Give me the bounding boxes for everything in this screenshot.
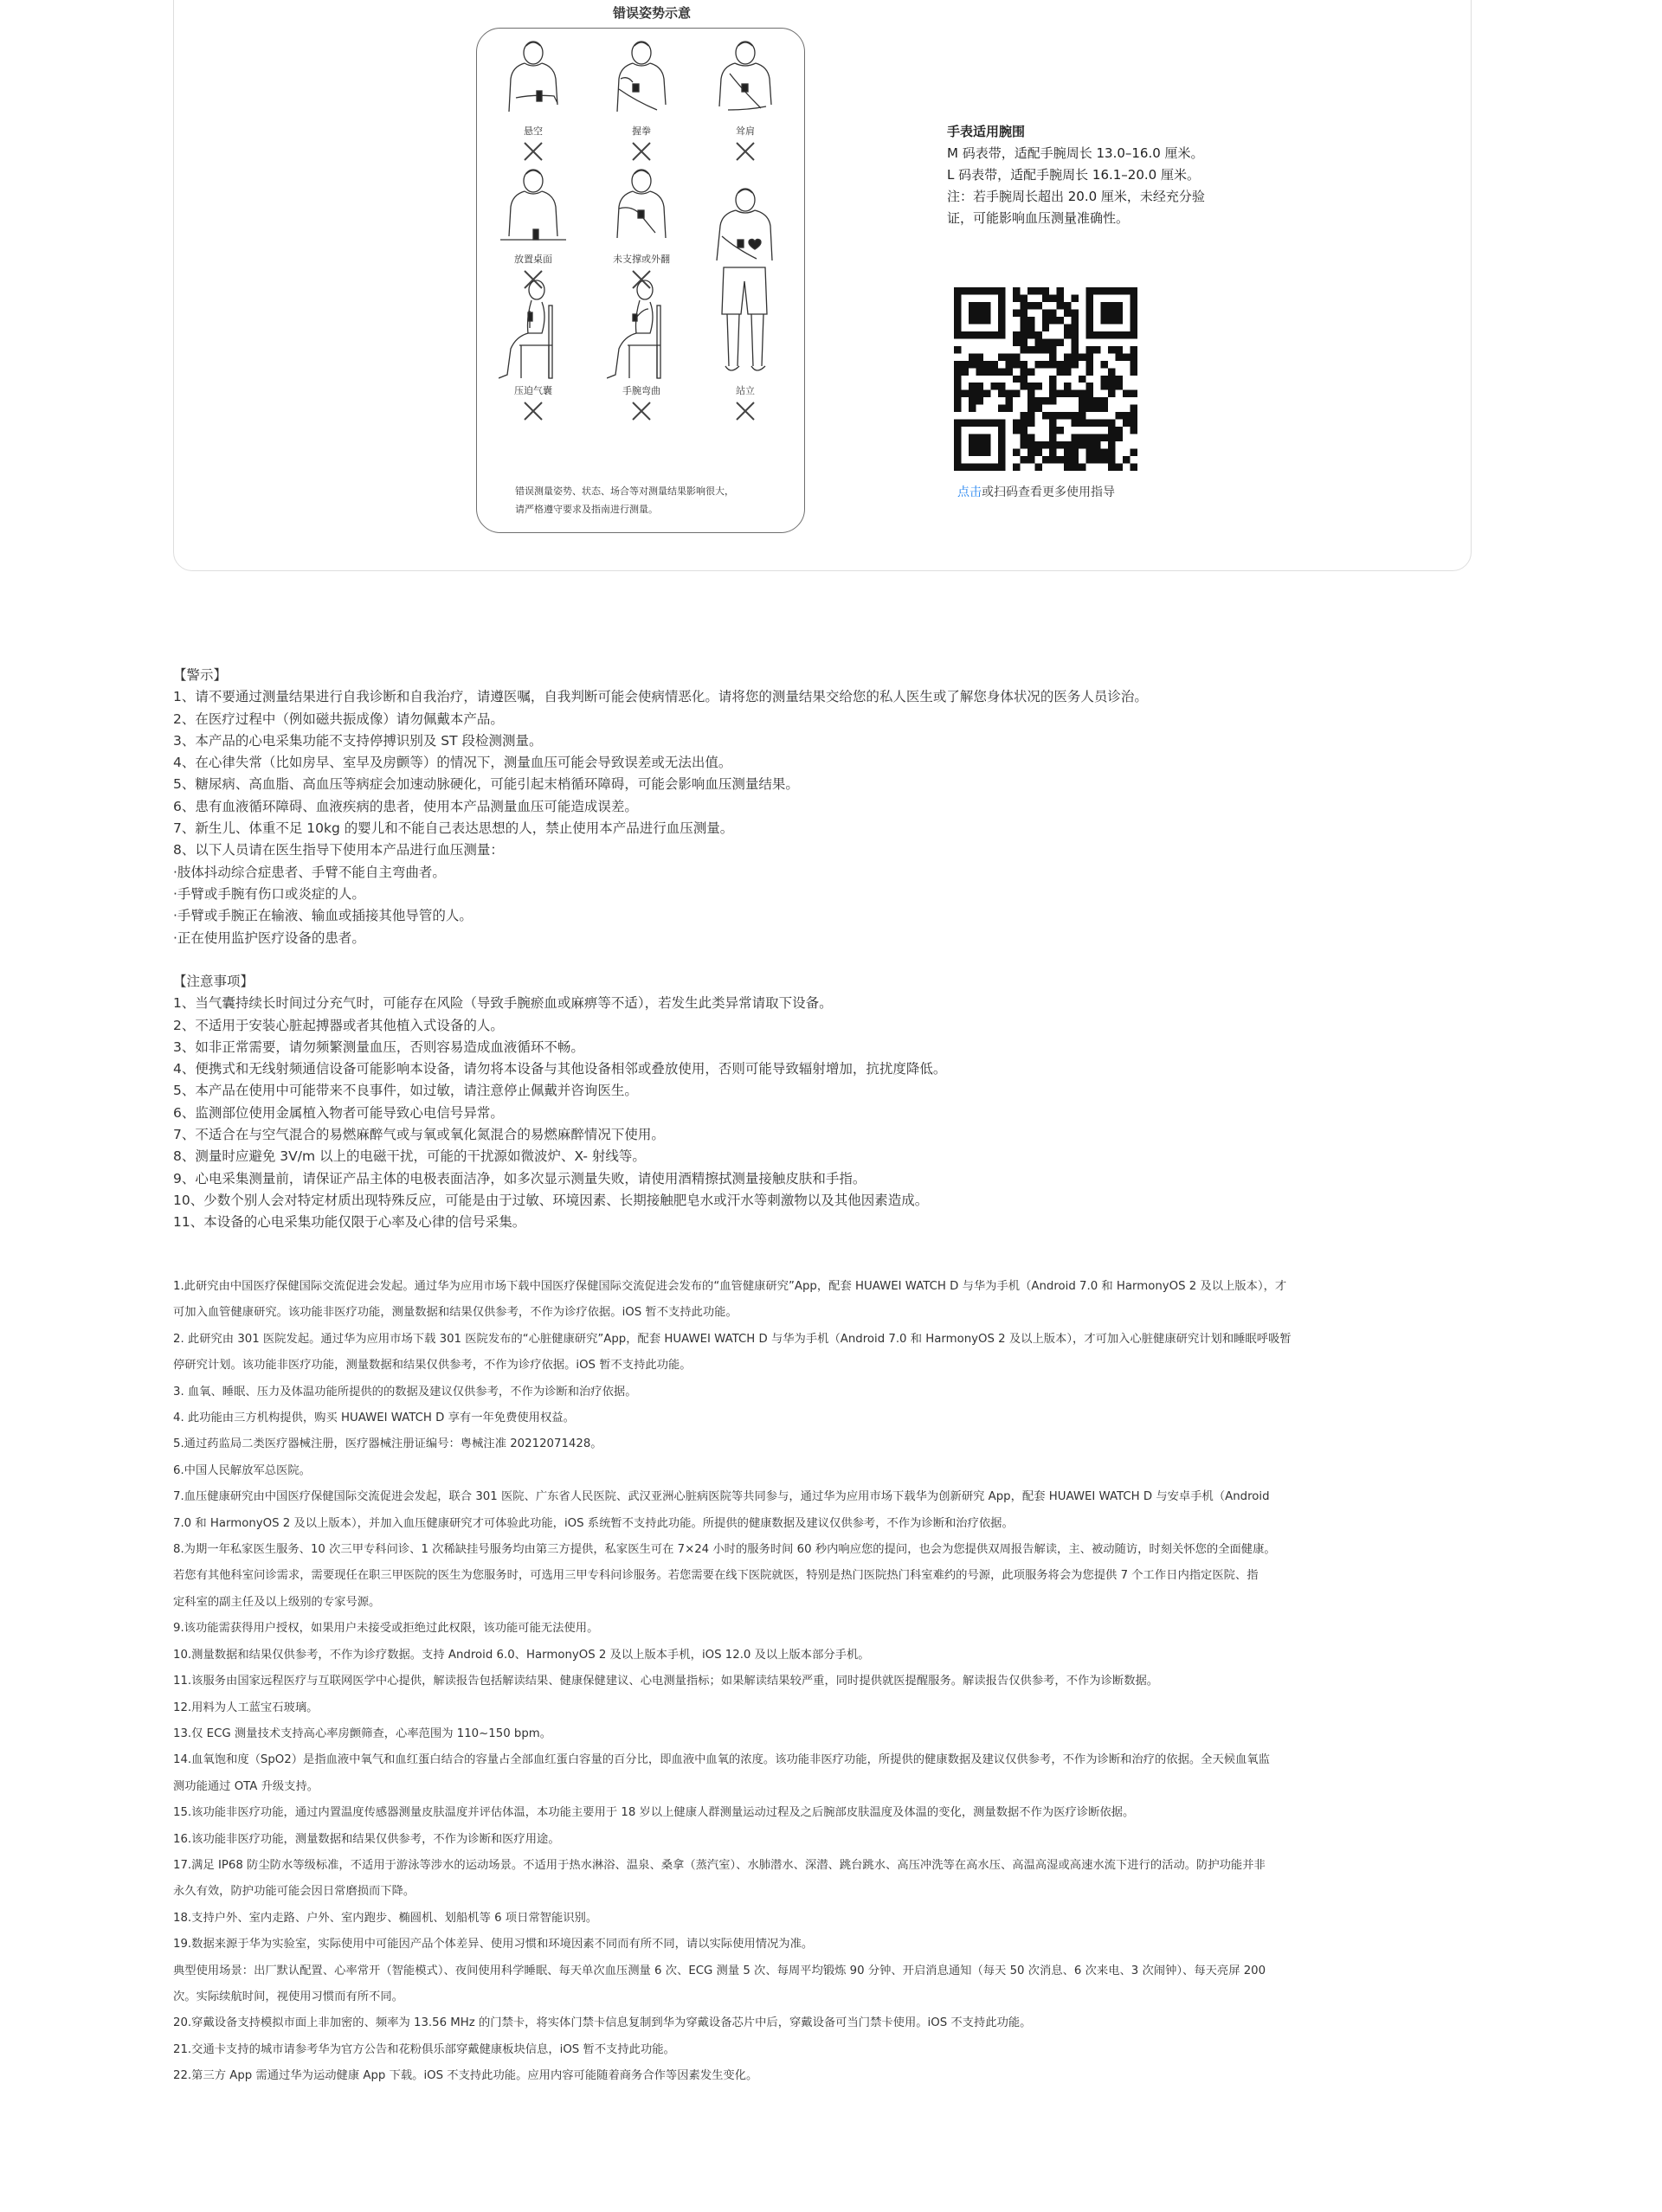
standing-person-icon xyxy=(607,37,676,124)
warning-item: ·手臂或手腕有伤口或炎症的人。 xyxy=(173,885,365,902)
precaution-item: 8、测量时应避免 3V/m 以上的电磁干扰，可能的干扰源如微波炉、X- 射线等。 xyxy=(173,1148,646,1165)
precaution-item: 3、如非正常需要，请勿频繁测量血压，否则容易造成血液循环不畅。 xyxy=(173,1038,584,1055)
posture-label: 耸肩 xyxy=(736,125,755,137)
warning-item: 3、本产品的心电采集功能不支持停搏识别及 ST 段检测测量。 xyxy=(173,732,543,749)
footnote-line: 7.血压健康研究由中国医疗保健国际交流促进会发起，联合 301 医院、广东省人民医院、武汉亚洲心脏病医院等共同参与，通过华为应用市场下载华为创新研究 App，配套 HUAWEI WATCH D 与安卓手机（Android xyxy=(173,1490,1270,1504)
footnote-line: 测功能通过 OTA 升级支持。 xyxy=(173,1779,319,1793)
standing-person-icon xyxy=(499,37,568,124)
warning-item: 7、新生儿、体重不足 10kg 的婴儿和不能自己表达思想的人，禁止使用本产品进行血压测量。 xyxy=(173,820,734,837)
precaution-item: 7、不适合在与空气混合的易燃麻醉气或与氧或氧化氮混合的易燃麻醉情况下使用。 xyxy=(173,1127,665,1143)
footnote-line: 20.穿戴设备支持模拟市面上非加密的、频率为 13.56 MHz 的门禁卡，将实体门禁卡信息复制到华为穿戴设备芯片中后，穿戴设备可当门禁卡使用。iOS 不支持此功能。 xyxy=(173,2016,1032,2030)
warning-item: 1、请不要通过测量结果进行自我诊断和自我治疗，请遵医嘱，自我判断可能会使病情恶化。请将您的测量结果交给您的私人医生或了解您身体状况的医务人员诊治。 xyxy=(173,689,1148,705)
footnote-line: 14.血氧饱和度（SpO2）是指血液中氧气和血红蛋白结合的容量占全部血红蛋白容量的百分比，即血液中血氧的浓度。该功能非医疗功能，所提供的健康数据及建议仅供参考，不作为诊断和治疗的依据。全天候血氧监 xyxy=(173,1753,1270,1767)
posture-figure xyxy=(486,165,581,290)
warning-item: 6、患有血液循环障碍、血液疾病的患者，使用本产品测量血压可能造成误差。 xyxy=(173,798,638,814)
qr-caption-text: 或扫码查看更多使用指导 xyxy=(982,485,1115,499)
warning-item: ·手臂或手腕正在输液、输血或插接其他导管的人。 xyxy=(173,908,473,924)
footnote-line: 15.该功能非医疗功能，通过内置温度传感器测量皮肤温度并评估体温，本功能主要用于 18 岁以上健康人群测量运动过程及之后腕部皮肤温度及体温的变化，测量数据不作为医疗诊断依据。 xyxy=(173,1806,1135,1820)
precaution-item: 11、本设备的心电采集功能仅限于心率及心律的信号采集。 xyxy=(173,1214,526,1231)
footnote-line: 17.满足 IP68 防尘防水等级标准，不适用于游泳等涉水的运动场景。不适用于热水淋浴、温泉、桑拿（蒸汽室）、水肺潜水、深潜、跳台跳水、高压冲洗等在高水压、高温高湿或高速水流下进行的活动。防护功能并非 xyxy=(173,1858,1266,1872)
qr-code-icon[interactable] xyxy=(954,287,1137,471)
posture-figure xyxy=(486,280,581,421)
wrong-cross-icon xyxy=(735,401,756,421)
posture-label: 手腕弯曲 xyxy=(622,385,660,396)
posture-label: 握拳 xyxy=(632,125,651,137)
warning-item: 2、在医疗过程中（例如磁共振成像）请勿佩戴本产品。 xyxy=(173,711,504,727)
footnotes-section xyxy=(173,1274,1489,2090)
footnote-line: 定科室的副主任及以上级别的专家号源。 xyxy=(173,1595,381,1609)
wrong-posture-diagram xyxy=(476,28,805,533)
footnote-line: 16.该功能非医疗功能，测量数据和结果仅供参考，不作为诊断和医疗用途。 xyxy=(173,1832,560,1846)
footnote-line: 18.支持户外、室内走路、户外、室内跑步、椭圆机、划船机等 6 项日常智能识别。 xyxy=(173,1911,598,1925)
footnote-line: 典型使用场景：出厂默认配置、心率常开（智能模式）、夜间使用科学睡眠、每天单次血压测量 6 次、ECG 测量 5 次、每周平均锻炼 90 分钟、开启消息通知（每天 50 次消息、6 次来电、3 次闹钟）、每天亮屏 200 xyxy=(173,1964,1266,1977)
warnings-section xyxy=(173,665,1472,949)
precaution-item: 10、少数个别人会对特定材质出现特殊反应，可能是由于过敏、环境因素、长期接触肥皂水或汗水等刺激物以及其他因素造成。 xyxy=(173,1192,929,1208)
footnote-line: 次。实际续航时间，视使用习惯而有所不同。 xyxy=(173,1990,403,2003)
footnote-line: 7.0 和 HarmonyOS 2 及以上版本），并加入血压健康研究才可体验此功能，iOS 系统暂不支持此功能。所提供的健康数据及建议仅供参考，不作为诊断和治疗依据。 xyxy=(173,1516,1014,1530)
wrist-fit-title: 手表适用腕围 xyxy=(947,124,1026,139)
section-heading: 【注意事项】 xyxy=(173,974,254,989)
wrist-fit-line: M 码表带，适配手腕周长 13.0–16.0 厘米。 xyxy=(947,145,1204,161)
footnote-line: 19.数据来源于华为实验室，实际使用中可能因产品个体差异、使用习惯和环境因素不同而有所不同，请以实际使用情况为准。 xyxy=(173,1938,814,1952)
wrong-cross-icon xyxy=(631,141,652,162)
posture-label: 站立 xyxy=(736,385,755,396)
wrong-cross-icon xyxy=(631,401,652,421)
warning-item: 4、在心律失常（比如房早、室早及房颤等）的情况下，测量血压可能会导致误差或无法出值。 xyxy=(173,755,732,771)
footnote-line: 1.此研究由中国医疗保健国际交流促进会发起。通过华为应用市场下载中国医疗保健国际交流促进会发布的“血管健康研究”App，配套 HUAWEI WATCH D 与华为手机（Android 7.0 和 HarmonyOS 2 及以上版本），才 xyxy=(173,1280,1287,1293)
wrong-cross-icon xyxy=(735,141,756,162)
standing-person-icon xyxy=(607,165,676,252)
footnote-line: 永久有效，防护功能可能会因日常磨损而下降。 xyxy=(173,1885,416,1899)
footnote-line: 4. 此功能由三方机构提供，购买 HUAWEI WATCH D 享有一年免费使用权益。 xyxy=(173,1411,575,1425)
section-heading: 【警示】 xyxy=(173,667,228,683)
footnote-line: 21.交通卡支持的城市请参考华为官方公告和花粉俱乐部穿戴健康板块信息，iOS 暂不支持此功能。 xyxy=(173,2042,675,2056)
precaution-item: 4、便携式和无线射频通信设备可能影响本设备，请勿将本设备与其他设备相邻或叠放使用，否则可能导致辐射增加，抗扰度降低。 xyxy=(173,1061,947,1077)
qr-modules xyxy=(954,287,1137,471)
posture-figure xyxy=(594,280,689,421)
precaution-item: 1、当气囊持续长时间过分充气时，可能存在风险（导致手腕瘀血或麻痹等不适），若发生此类异常请取下设备。 xyxy=(173,995,833,1012)
footnote-line: 11.该服务由国家远程医疗与互联网医学中心提供，解读报告包括解读结果、健康保健建议、心电测量指标；如果解读结果较严重，同时提供就医提醒服务。解读报告仅供参考，不作为诊断数据。 xyxy=(173,1675,1159,1688)
warning-item: ·肢体抖动综合症患者、手臂不能自主弯曲者。 xyxy=(173,864,446,880)
click-link[interactable]: 点击 xyxy=(957,485,982,499)
precaution-item: 5、本产品在使用中可能带来不良事件，如过敏，请注意停止佩戴并咨询医生。 xyxy=(173,1083,638,1099)
seated-person-icon xyxy=(607,280,676,383)
wrist-fit-line: L 码表带，适配手腕周长 16.1–20.0 厘米。 xyxy=(947,167,1200,183)
footnote-line: 5.通过药监局二类医疗器械注册，医疗器械注册证编号：粤械注准 20212071428。 xyxy=(173,1437,602,1451)
product-info-card xyxy=(173,0,1472,571)
precaution-item: 6、监测部位使用金属植入物者可能导致心电信号异常。 xyxy=(173,1104,504,1121)
wrong-posture-title: 错误姿势示意 xyxy=(612,5,691,21)
standing-person-icon xyxy=(499,165,568,252)
seated-person-icon xyxy=(499,280,568,383)
wrong-cross-icon xyxy=(523,141,544,162)
precautions-section xyxy=(173,971,1472,1234)
standing-person-icon xyxy=(706,184,784,383)
footnote-line: 若您有其他科室问诊需求，需要现任在职三甲医院的医生为您服务时，可选用三甲专科问诊服务。若您需要在线下医院就医，特别是热门医院热门科室难约的号源，此项服务将会为您提供 7 个工作日内指定医院、指 xyxy=(173,1569,1259,1583)
posture-label: 放置桌面 xyxy=(514,254,552,265)
wrong-cross-icon xyxy=(523,401,544,421)
footnote-line: 13.仅 ECG 测量技术支持高心率房颤筛查，心率范围为 110~150 bpm。 xyxy=(173,1727,552,1740)
standing-person-icon xyxy=(711,37,780,124)
precaution-item: 9、心电采集测量前，请保证产品主体的电极表面洁净，如多次显示测量失败，请使用酒精擦拭测量接触皮肤和手指。 xyxy=(173,1170,866,1186)
wrong-posture-note: 错误测量姿势、状态、场合等对测量结果影响很大， 请严格遵守要求及指南进行测量。 xyxy=(515,485,734,515)
posture-label: 压迫气囊 xyxy=(514,385,552,396)
wrist-fit-line: 证，可能影响血压测量准确性。 xyxy=(947,210,1130,226)
footnote-line: 6.中国人民解放军总医院。 xyxy=(173,1463,311,1477)
posture-figure xyxy=(486,37,581,162)
footnote-line: 22.第三方 App 需通过华为运动健康 App 下载。iOS 不支持此功能。应用内容可能随着商务合作等因素发生变化。 xyxy=(173,2069,758,2083)
precaution-item: 2、不适用于安装心脏起搏器或者其他植入式设备的人。 xyxy=(173,1017,504,1033)
footnote-line: 可加入血管健康研究。该功能非医疗功能，测量数据和结果仅供参考，不作为诊疗依据。iOS 暂不支持此功能。 xyxy=(173,1306,738,1320)
warning-item: 8、以下人员请在医生指导下使用本产品进行血压测量： xyxy=(173,842,504,858)
footnote-line: 8.为期一年私家医生服务、10 次三甲专科问诊、1 次稀缺挂号服务均由第三方提供，私家医生可在 7×24 小时的服务时间 60 秒内响应您的提问，也会为您提供双周报告解读，主、被动随访，时刻关怀您的全面健康。 xyxy=(173,1543,1276,1557)
posture-label: 未支撑或外翻 xyxy=(613,254,670,265)
warning-item: 5、糖尿病、高血脂、高血压等病症会加速动脉硬化，可能引起末梢循环障碍，可能会影响血压测量结果。 xyxy=(173,776,799,793)
wrist-fit-info xyxy=(947,121,1276,229)
footnote-line: 3. 血氧、睡眠、压力及体温功能所提供的的数据及建议仅供参考，不作为诊断和治疗依据。 xyxy=(173,1385,637,1399)
posture-figure xyxy=(594,165,689,290)
qr-caption xyxy=(957,483,1115,500)
footnote-line: 10.测量数据和结果仅供参考，不作为诊疗数据。支持 Android 6.0、HarmonyOS 2 及以上版本手机，iOS 12.0 及以上版本部分手机。 xyxy=(173,1648,870,1662)
posture-figure xyxy=(594,37,689,162)
posture-figure xyxy=(698,184,793,421)
footnote-line: 9.该功能需获得用户授权，如果用户未接受或拒绝过此权限，该功能可能无法使用。 xyxy=(173,1622,599,1636)
footnote-line: 停研究计划。该功能非医疗功能，测量数据和结果仅供参考，不作为诊疗依据。iOS 暂不支持此功能。 xyxy=(173,1359,692,1373)
posture-figure xyxy=(698,37,793,162)
footnote-line: 2. 此研究由 301 医院发起。通过华为应用市场下载 301 医院发布的“心脏健康研究”App，配套 HUAWEI WATCH D 与华为手机（Android 7.0 和 HarmonyOS 2 及以上版本），才可加入心脏健康研究计划和睡眠呼吸暂 xyxy=(173,1332,1292,1346)
footnote-line: 12.用料为人工蓝宝石玻璃。 xyxy=(173,1701,319,1714)
wrist-fit-line: 注：若手腕周长超出 20.0 厘米，未经充分验 xyxy=(947,189,1205,204)
warning-item: ·正在使用监护医疗设备的患者。 xyxy=(173,929,365,946)
posture-label: 悬空 xyxy=(524,125,543,137)
